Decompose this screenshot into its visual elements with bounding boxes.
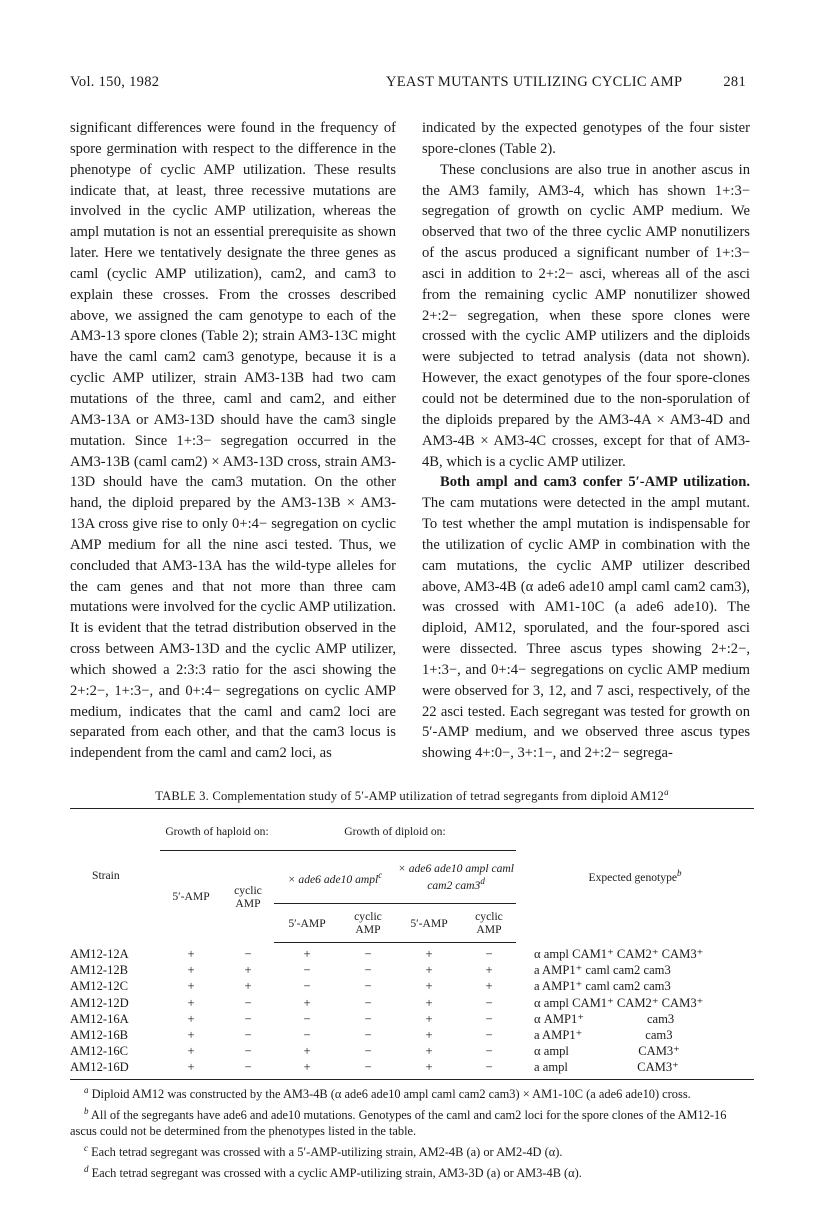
running-header — [70, 74, 746, 96]
volume-label: Vol. 150, 1982 — [70, 74, 160, 90]
left-column — [70, 118, 396, 764]
table-body — [70, 943, 754, 1080]
footnote-d-text: Each tetrad segregant was crossed with a cyclic AMP-utilizing strain, AM3-3D (a) or AM3-4B (α). — [91, 1165, 582, 1180]
footnote-c — [70, 1140, 754, 1161]
haploid-cyclic-cell: − — [222, 1059, 274, 1079]
footnote-b-text: All of the segregants have ade6 and ade10 mutations. Genotypes of the caml and cam2 loci for the spore clones of the AM12-16 ascus could not be determined from the phenotypes listed in the table. — [70, 1107, 727, 1139]
section-heading: Both ampl and cam3 confer 5′-AMP utilization. — [440, 474, 750, 491]
header-diploid2-5amp: 5′-AMP — [396, 904, 462, 943]
strain-cell: AM12-12B — [70, 963, 129, 978]
header-diploid1-5amp: 5′-AMP — [274, 904, 340, 943]
table-footnotes — [70, 1082, 754, 1181]
diploid1-cyclic-cell: − — [364, 947, 372, 961]
diploid1-cyclic-cell: − — [364, 1028, 372, 1043]
running-title: YEAST MUTANTS UTILIZING CYCLIC AMP — [386, 74, 683, 90]
diploid1-cyclic-cell: − — [364, 1044, 372, 1059]
diploid2-5amp-cell: + — [425, 995, 433, 1010]
table-row — [70, 943, 754, 963]
table-title-text: TABLE 3. Complementation study of 5′-AMP utilization of tetrad segregants from diploid AM12 — [155, 789, 665, 804]
haploid-cyclic-cell: − — [244, 946, 252, 961]
footnote-a — [70, 1082, 754, 1103]
footnote-b — [70, 1103, 754, 1140]
diploid2-cyclic-cell: − — [485, 1044, 493, 1059]
table-row — [70, 1059, 754, 1079]
genotype-cell: a AMP1⁺ caml cam2 cam3 — [534, 979, 671, 994]
haploid-cyclic-cell: − — [244, 1044, 252, 1059]
genotype-cell: α AMP1⁺ cam3 — [534, 1011, 675, 1026]
table-row — [70, 1043, 754, 1059]
haploid-5amp-cell: + — [187, 995, 195, 1010]
header-haploid-cyclic: cyclic AMP — [234, 883, 262, 910]
footnote-c-text: Each tetrad segregant was crossed with a 5′-AMP-utilizing strain, AM2-4B (a) or AM2-4D (α). — [91, 1145, 563, 1160]
diploid1-cyclic-cell: − — [364, 963, 372, 978]
haploid-cyclic-cell: − — [244, 995, 252, 1010]
diploid1-cyclic-cell: − — [364, 995, 372, 1010]
header-strain: Strain — [70, 809, 160, 943]
diploid1-cyclic-cell: − — [364, 1011, 372, 1026]
diploid1-cyclic-cell: − — [364, 979, 372, 994]
diploid2-5amp-cell: + — [425, 963, 433, 978]
header-haploid-group: Growth of haploid on: — [160, 809, 274, 851]
haploid-cyclic-cell: − — [244, 1028, 252, 1043]
strain-cell: AM12-16B — [70, 1028, 129, 1043]
diploid1-5amp-cell: − — [303, 1011, 311, 1026]
haploid-5amp-cell: + — [187, 1011, 195, 1026]
cross-1-label: × ade6 ade10 ampl — [287, 872, 379, 886]
footnote-a-text: Diploid AM12 was constructed by the AM3-4B (α ade6 ade10 ampl caml cam2 cam3) × AM1-10C (a ade6 ade10) cross. — [91, 1087, 691, 1102]
footnote-c-mark: c — [84, 1143, 88, 1154]
genotype-cell: α ampl CAM1⁺ CAM2⁺ CAM3⁺ — [534, 995, 704, 1010]
diploid2-5amp-cell: + — [425, 979, 433, 994]
diploid2-cyclic-cell: + — [485, 963, 493, 978]
diploid2-cyclic-cell: − — [485, 1028, 493, 1043]
haploid-5amp-cell: + — [187, 946, 195, 961]
diploid1-5amp-cell: + — [274, 1059, 340, 1079]
header-diploid1-cyclic: cyclic AMP — [340, 904, 396, 943]
strain-cell: AM12-12C — [70, 979, 129, 994]
diploid2-cyclic-cell: − — [485, 995, 493, 1010]
header-cross-2 — [396, 851, 516, 904]
header-expected-genotype — [516, 809, 754, 943]
table-row — [70, 1011, 754, 1027]
diploid2-cyclic-cell: + — [485, 979, 493, 994]
table-row — [70, 995, 754, 1011]
genotype-cell: a AMP1⁺ cam3 — [534, 1028, 673, 1043]
genotype-cell: α ampl CAM1⁺ CAM2⁺ CAM3⁺ — [534, 946, 704, 961]
diploid2-5amp-cell: + — [425, 1044, 433, 1059]
diploid2-cyclic-cell: − — [485, 1011, 493, 1026]
right-paragraph-3 — [422, 472, 750, 764]
diploid1-5amp-cell: + — [303, 995, 311, 1010]
header-diploid-group: Growth of diploid on: — [274, 809, 516, 851]
diploid1-5amp-cell: − — [303, 1028, 311, 1043]
complementation-table — [70, 808, 754, 1080]
diploid1-5amp-cell: + — [303, 1044, 311, 1059]
table-row — [70, 1027, 754, 1043]
diploid2-5amp-cell: + — [425, 947, 433, 961]
table-title — [70, 787, 754, 804]
haploid-5amp-cell: + — [187, 1044, 195, 1059]
header-diploid2-cyclic: cyclic AMP — [462, 904, 516, 943]
cross-2-note: d — [480, 876, 485, 887]
footnote-a-mark: a — [84, 1085, 89, 1095]
haploid-5amp-cell: + — [187, 1028, 195, 1043]
diploid2-cyclic-cell: − — [462, 1059, 516, 1079]
page-number: 281 — [723, 74, 746, 90]
strain-cell: AM12-16D — [70, 1059, 160, 1079]
genotype-cell: α ampl CAM3⁺ — [534, 1044, 680, 1059]
strain-cell: AM12-16C — [70, 1044, 129, 1059]
haploid-5amp-cell: + — [187, 979, 195, 994]
diploid2-cyclic-cell: − — [485, 947, 493, 961]
haploid-5amp-cell: + — [187, 963, 195, 978]
footnote-d-mark: d — [84, 1163, 89, 1174]
header-haploid-5amp: 5′-AMP — [172, 890, 210, 904]
diploid2-5amp-cell: + — [425, 1028, 433, 1043]
right-paragraph-3-body: The cam mutations were detected in the ampl mutant. To test whether the ampl mutation is indispensable for the utilization of cyclic AMP in combination with the cam mutations, the cyclic AMP utilizer described above, AM3-4B (α ade6 ade10 ampl caml cam2 cam3), was crossed with AM1-10C (a ade6 ade10). The diploid, AM12, sporulated, and the four-spored asci were dissected. Three ascus types showing 2+:2−, 1+:3−, and 0+:4− segregations on cyclic AMP medium were observed for 3, 12, and 7 asci, respectively, of the 22 asci tested. Each segregant was tested for growth on 5′-AMP medium, and we observed three ascus types showing 4+:0−, 3+:1−, and 2+:2− segrega- — [422, 495, 750, 762]
haploid-cyclic-cell: + — [244, 963, 252, 978]
table-title-note: a — [664, 787, 669, 797]
cross-1-note: c — [378, 869, 383, 880]
genotype-cell: a AMP1⁺ caml cam2 cam3 — [534, 963, 671, 978]
haploid-cyclic-cell: + — [244, 979, 252, 994]
strain-cell: AM12-12A — [70, 946, 129, 961]
table-row — [70, 962, 754, 978]
footnote-d — [70, 1161, 754, 1182]
diploid2-5amp-cell: + — [396, 1059, 462, 1079]
expected-genotype-label: Expected genotype — [588, 871, 678, 885]
genotype-cell: a ampl CAM3⁺ — [516, 1059, 754, 1079]
header-cross-1 — [274, 851, 396, 904]
diploid2-5amp-cell: + — [425, 1011, 433, 1026]
diploid1-5amp-cell: − — [303, 979, 311, 994]
strain-cell: AM12-16A — [70, 1011, 129, 1026]
strain-cell: AM12-12D — [70, 995, 129, 1010]
footnote-b-mark: b — [84, 1105, 89, 1116]
haploid-cyclic-cell: − — [244, 1011, 252, 1026]
right-column — [422, 118, 750, 764]
diploid1-5amp-cell: + — [303, 947, 311, 961]
diploid1-cyclic-cell: − — [340, 1059, 396, 1079]
table-row — [70, 978, 754, 994]
diploid1-5amp-cell: − — [303, 963, 311, 978]
right-paragraph-1: indicated by the expected genotypes of the four sister spore-clones (Table 2). — [422, 120, 750, 157]
haploid-5amp-cell: + — [160, 1059, 222, 1079]
left-paragraph: significant differences were found in the frequency of spore germination with respect to the difference in the phenotype of cyclic AMP utilization. These results indicate that, at least, three recessive mutations are involved in the cyclic AMP utilization, whereas the ampl mutation is not an essential prerequisite as shown later. Here we tentatively designate the three genes as caml (cyclic AMP utilization), cam2, and cam3 to explain these crosses. From the crosses described above, we assigned the cam genotype to each of the AM3-13 spore clones (Table 2); strain AM3-13C might have the caml cam2 cam3 genotype, because it is a cyclic AMP utilizer, strain AM3-13B had two cam mutations of the three, caml and cam2, and either AM3-13A or AM3-13D should have the cam3 single mutation. Since 1+:3− segregation occurred in the AM3-13B (caml cam2) × AM3-13D cross, strain AM3-13D should have the cam3 mutation. On the other hand, the diploid prepared by the AM3-13B × AM3-13A cross give rise to only 0+:4− segregation on cyclic AMP medium for all the nine asci tested. Thus, we concluded that AM3-13A has the wild-type alleles for the cam genes and that not more than three cam mutations were involved for the cyclic AMP utilization. It is evident that the tetrad distribution observed in the cross between AM3-13D and the cyclic AMP utilizer, which showed a 2:3:3 ratio for the asci showing the 2+:2−, 1+:3−, and 0+:4− segregations on cyclic AMP medium, indicates that the caml and cam2 loci are separated from each other, and that the cam3 locus is independent from the caml and cam2 loci, as — [70, 120, 396, 762]
expected-genotype-note: b — [677, 868, 682, 879]
right-paragraph-2: These conclusions are also true in another ascus in the AM3 family, AM3-4, which has shown 1+:3− segregation of growth on cyclic AMP medium. We observed that two of the three cyclic AMP nonutilizers of the ascus produced a significant number of 1+:3− asci in addition to 2+:2− asci, whereas all of the asci from the remaining cyclic AMP nonutilizer showed 2+:2− segregation, when these spore clones were crossed with the cyclic AMP utilizers and the diploids were subjected to tetrad analysis (data not shown). However, the exact genotypes of the four spore-clones could not be determined due to the non-sporulation of the diploids prepared by the AM3-4A × AM3-4D and AM3-4B × AM3-4C crosses, except for that of AM3-4B, which is a cyclic AMP utilizer. — [422, 161, 750, 470]
cross-2-label: × ade6 ade10 ampl caml cam2 cam3 — [397, 862, 514, 892]
